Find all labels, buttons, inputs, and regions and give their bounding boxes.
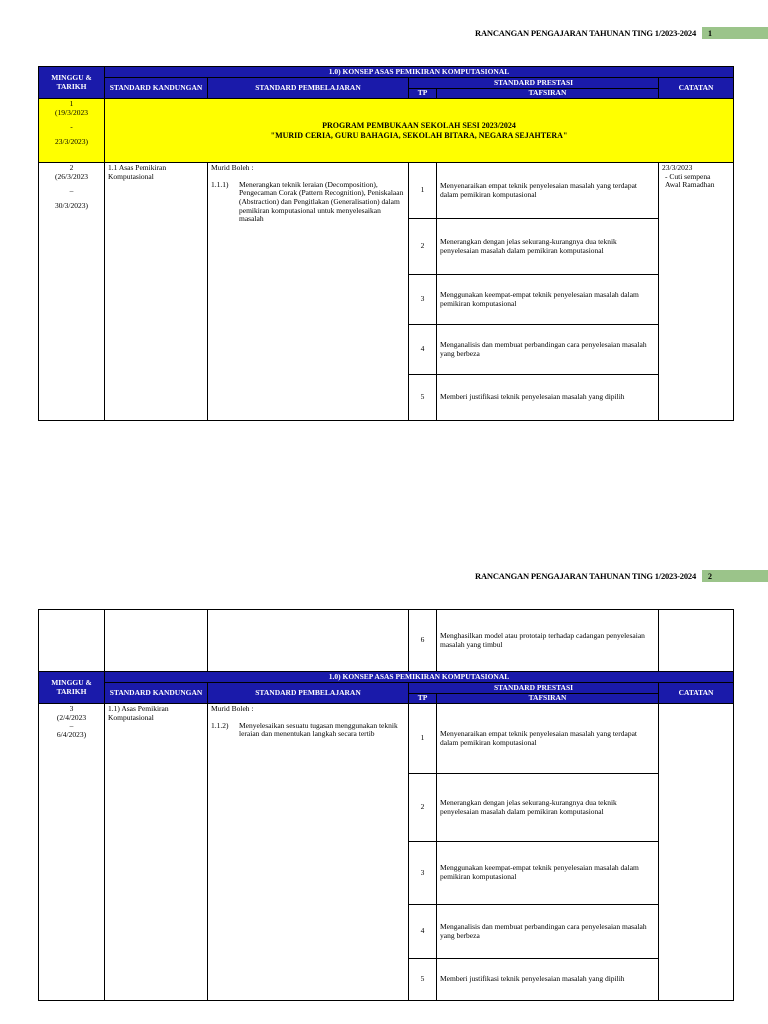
header-catatan: CATATAN bbox=[659, 683, 734, 704]
lesson-plan-table-1 bbox=[38, 66, 734, 421]
week-number: 2 bbox=[69, 163, 74, 172]
catatan-cell bbox=[659, 704, 734, 1001]
header-catatan: CATATAN bbox=[659, 78, 734, 99]
header-tafsiran: TAFSIRAN bbox=[437, 694, 659, 704]
tp-cell: 2 bbox=[409, 774, 437, 842]
standard-pembelajaran-cell bbox=[208, 704, 409, 1001]
header-tafsiran: TAFSIRAN bbox=[437, 89, 659, 99]
catatan-date: 23/3/2023 bbox=[662, 163, 693, 172]
week-number: 3 bbox=[69, 704, 74, 713]
murid-boleh-label: Murid Boleh : bbox=[211, 704, 254, 713]
lesson-plan-table-2 bbox=[38, 671, 734, 1001]
tafsiran-cell: Memberi justifikasi teknik penyelesaian masalah yang dipilih bbox=[437, 959, 659, 1001]
header-tp: TP bbox=[409, 89, 437, 99]
program-title: PROGRAM PEMBUKAAN SEKOLAH SESI 2023/2024 bbox=[322, 121, 516, 131]
tafsiran-cell: Menerangkan dengan jelas sekurang-kurangnya dua teknik penyelesaian masalah dalam pemikiran komputasional bbox=[437, 219, 659, 275]
page-header-1 bbox=[475, 26, 768, 40]
sp-text: Menyelesaikan sesuatu tugasan menggunakan teknik leraian dan menentukan langkah secara tertib bbox=[239, 720, 398, 739]
sp-code: 1.1.1) bbox=[211, 179, 229, 189]
tp-cell: 1 bbox=[409, 163, 437, 219]
week-3-cell bbox=[39, 704, 105, 1001]
header-minggu: MINGGU & TARIKH bbox=[39, 67, 105, 99]
week-2-cell bbox=[39, 163, 105, 421]
tp-cell: 3 bbox=[409, 842, 437, 905]
tafsiran-cell: Menggunakan keempat-empat teknik penyelesaian masalah dalam pemikiran komputasional bbox=[437, 275, 659, 325]
program-banner bbox=[105, 99, 734, 163]
tafsiran-cell: Menghasilkan model atau prototaip terhadap cadangan penyelesaian masalah yang timbul bbox=[437, 610, 659, 672]
tafsiran-cell: Menggunakan keempat-empat teknik penyelesaian masalah dalam pemikiran komputasional bbox=[437, 842, 659, 905]
week-1-cell bbox=[39, 99, 105, 163]
tafsiran-cell: Menyenaraikan empat teknik penyelesaian masalah yang terdapat dalam pemikiran komputasional bbox=[437, 704, 659, 774]
week-date-dash: – bbox=[69, 721, 74, 731]
catatan-cell bbox=[659, 163, 734, 421]
week-number: 1 bbox=[69, 99, 74, 108]
tp-cell: 4 bbox=[409, 325, 437, 375]
tp-cell: 4 bbox=[409, 905, 437, 959]
header-unit-title: 1.0) KONSEP ASAS PEMIKIRAN KOMPUTASIONAL bbox=[105, 672, 734, 683]
page-header-title: RANCANGAN PENGAJARAN TAHUNAN TING 1/2023-2024 bbox=[475, 571, 696, 581]
sp-text: Menerangkan teknik leraian (Decomposition), Pengecaman Corak (Pattern Recognition), Peniskalaan (Abstraction) dan Pengitlakan (Generalisation) dalam pemikiran komputasional untuk menyelesaikan masalah bbox=[239, 179, 404, 224]
week-date-dash: – bbox=[69, 186, 74, 196]
carry-over-table bbox=[38, 609, 734, 672]
tp-cell: 2 bbox=[409, 219, 437, 275]
week-date-end: 23/3/2023) bbox=[55, 136, 88, 146]
page-header-title: RANCANGAN PENGAJARAN TAHUNAN TING 1/2023-2024 bbox=[475, 28, 696, 38]
tp-cell: 6 bbox=[409, 610, 437, 672]
header-standard-pembelajaran: STANDARD PEMBELAJARAN bbox=[208, 78, 409, 99]
header-standard-kandungan: STANDARD KANDUNGAN bbox=[105, 683, 208, 704]
header-tp: TP bbox=[409, 694, 437, 704]
page-header-2 bbox=[475, 569, 768, 583]
tp-cell: 5 bbox=[409, 959, 437, 1001]
tafsiran-cell: Menyenaraikan empat teknik penyelesaian masalah yang terdapat dalam pemikiran komputasional bbox=[437, 163, 659, 219]
tp-cell: 5 bbox=[409, 375, 437, 421]
standard-kandungan-cell: 1.1) Asas Pemikiran Komputasional bbox=[105, 704, 208, 1001]
standard-pembelajaran-cell bbox=[208, 163, 409, 421]
page-number-tab: 2 bbox=[702, 570, 768, 582]
week-date-start: (19/3/2023 bbox=[55, 107, 88, 117]
catatan-text: - Cuti sempena Awal Ramadhan bbox=[665, 171, 715, 190]
tp-cell: 1 bbox=[409, 704, 437, 774]
header-standard-prestasi: STANDARD PRESTASI bbox=[409, 78, 659, 89]
header-unit-title: 1.0) KONSEP ASAS PEMIKIRAN KOMPUTASIONAL bbox=[105, 67, 734, 78]
week-date-end: 6/4/2023) bbox=[56, 729, 87, 739]
week-date-dash: - bbox=[70, 122, 73, 132]
tp-cell: 3 bbox=[409, 275, 437, 325]
tafsiran-cell: Menerangkan dengan jelas sekurang-kurangnya dua teknik penyelesaian masalah dalam pemikiran komputasional bbox=[437, 774, 659, 842]
standard-kandungan-cell: 1.1 Asas Pemikiran Komputasional bbox=[105, 163, 208, 421]
header-standard-kandungan: STANDARD KANDUNGAN bbox=[105, 78, 208, 99]
header-standard-prestasi: STANDARD PRESTASI bbox=[409, 683, 659, 694]
header-minggu: MINGGU & TARIKH bbox=[39, 672, 105, 704]
murid-boleh-label: Murid Boleh : bbox=[211, 163, 254, 172]
program-motto: "MURID CERIA, GURU BAHAGIA, SEKOLAH BITARA, NEGARA SEJAHTERA" bbox=[270, 130, 568, 140]
week-date-start: (2/4/2023 bbox=[56, 712, 87, 722]
week-date-end: 30/3/2023) bbox=[55, 200, 88, 210]
week-date-start: (26/3/2023 bbox=[55, 171, 88, 181]
sp-code: 1.1.2) bbox=[211, 720, 229, 730]
header-standard-pembelajaran: STANDARD PEMBELAJARAN bbox=[208, 683, 409, 704]
tafsiran-cell: Memberi justifikasi teknik penyelesaian masalah yang dipilih bbox=[437, 375, 659, 421]
tafsiran-cell: Menganalisis dan membuat perbandingan cara penyelesaian masalah yang berbeza bbox=[437, 325, 659, 375]
tafsiran-cell: Menganalisis dan membuat perbandingan cara penyelesaian masalah yang berbeza bbox=[437, 905, 659, 959]
page-number-tab: 1 bbox=[702, 27, 768, 39]
